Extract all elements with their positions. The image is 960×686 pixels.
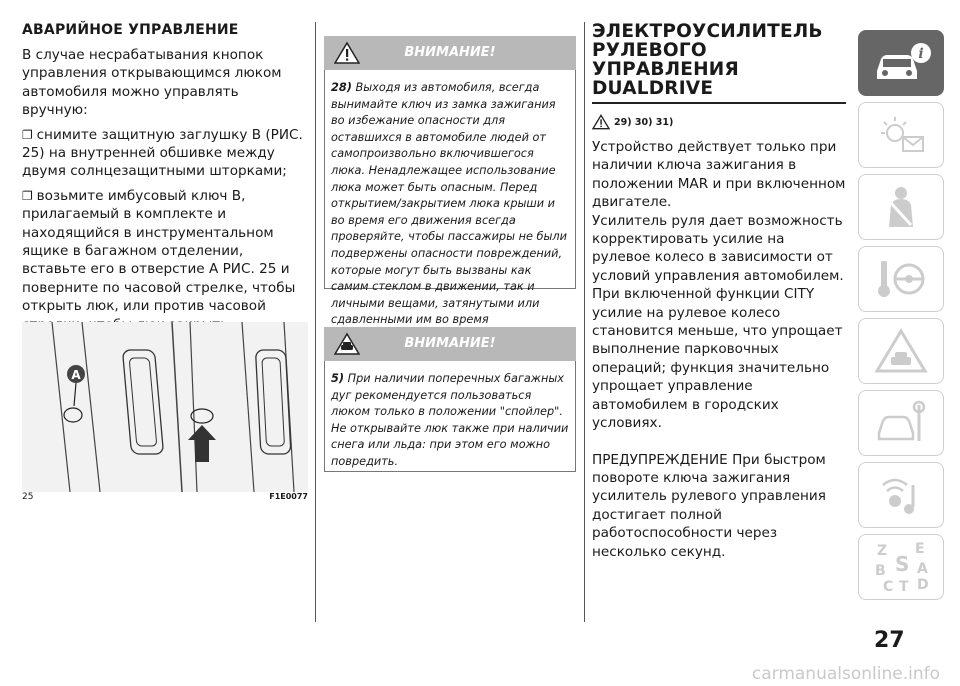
- heading-underline: [592, 102, 846, 104]
- paragraph: Устройство действует только при наличии ключа зажигания в положении MAR и при включенном двигателе.: [592, 139, 846, 211]
- warning-references: [592, 114, 846, 130]
- caution-text: При наличии поперечных багажных дуг рекомендуется пользоваться люком только в положении "спойлер". Не открывайте люк также при наличии снега или льда: при этом его можно повредить.: [331, 372, 569, 468]
- reference-numbers: 29) 30) 31): [614, 116, 674, 128]
- tab-starting-driving[interactable]: [858, 246, 944, 312]
- caution-title: ВНИМАНИЕ!: [404, 336, 496, 351]
- figure-caption: [22, 492, 308, 502]
- index-letter: C: [883, 579, 894, 595]
- figure-code: F1E0077: [269, 492, 308, 501]
- index-letter: D: [917, 577, 929, 593]
- column-warnings: [324, 36, 576, 472]
- tab-dashboard-lights[interactable]: [858, 102, 944, 168]
- caution-header: [324, 327, 576, 361]
- tab-maintenance[interactable]: [858, 390, 944, 456]
- airbag-seatbelt-icon: [873, 183, 929, 231]
- figure-number: 25: [22, 492, 34, 502]
- dashboard-lights-icon: [873, 113, 929, 157]
- column-divider-1: [315, 22, 316, 622]
- caution-ref-number: 5): [331, 372, 345, 385]
- tab-car-info[interactable]: [858, 30, 944, 96]
- column-emergency-control: [22, 0, 308, 502]
- warning-text: Выходя из автомобиля, всегда вынимайте ключ из замка зажигания во избежание опасности для оставшихся в автомобиле людей от самопроизвольно включившегося люка. Ненадлежащее использование люка может быть опасным. Перед открытием/закрытием люка крыши и во время его движения всегда проверяйте, чтобы пассажиры не были подвержены опасности повреждений, которые могут быть вызваны как самим стеклом в движении, так и личными вещами, затянутыми или сдавленными им во время: [331, 81, 567, 327]
- section-heading: АВАРИЙНОЕ УПРАВЛЕНИЕ: [22, 22, 239, 38]
- paragraph: Усилитель руля дает возможность корректировать усилие на рулевое колесо в зависимости от условий управления автомобилем. При включенной функции CITY усилие на рулевое колесо становится меньше, что упрощает выполнение парковочных операций; функция значительно упрощает управление автомобилем в городских условиях.: [592, 212, 844, 432]
- alphabet-index-icon: [869, 539, 933, 595]
- warning-box: [324, 70, 576, 327]
- figure-sunroof-illustration: [22, 322, 308, 492]
- tab-emergency[interactable]: [858, 318, 944, 384]
- caution-box: [324, 361, 576, 472]
- satellite-music-icon: [873, 471, 929, 519]
- index-letter: A: [917, 561, 928, 577]
- warning-triangle-icon: [592, 114, 610, 130]
- car-info-icon: [869, 41, 933, 85]
- index-letter: S: [895, 552, 910, 576]
- warning-title: ВНИМАНИЕ!: [404, 45, 496, 60]
- index-letter: Z: [877, 543, 888, 559]
- index-letter: B: [875, 563, 886, 579]
- intro-paragraph: В случае несрабатывания кнопок управления открывающимся люком автомобиля можно управлять вручную:: [22, 47, 282, 119]
- page-number: 27: [874, 628, 905, 653]
- figure-label-a: A: [71, 368, 81, 382]
- index-letter: E: [915, 541, 925, 557]
- car-wrench-icon: [873, 399, 929, 447]
- watermark: carmanualsonline.info: [751, 664, 940, 684]
- key-steering-wheel-icon: [873, 255, 929, 303]
- warning-triangle-car-icon: [873, 327, 929, 375]
- bullet-item: ❐ возьмите имбусовый ключ B, прилагаемый в комплекте и находящийся в инструментальном ящике в багажном отделении, вставьте его в отверстие A РИС. 25 и поверните по часовой стрелке, чтобы открыть люк, или против часовой: [22, 187, 308, 334]
- column-power-steering: [592, 0, 846, 561]
- section-heading-power-steering: ЭЛЕКТРОУСИЛИТЕЛЬ РУЛЕВОГО УПРАВЛЕНИЯ DUALDRIVE: [592, 21, 823, 99]
- index-letter: T: [899, 579, 909, 595]
- tab-multimedia[interactable]: [858, 462, 944, 528]
- warning-header: [324, 36, 576, 70]
- paragraph-notice: ПРЕДУПРЕЖДЕНИЕ При быстром повороте ключа зажигания усилитель рулевого управления достигает полной работоспособности через несколько секунд.: [592, 451, 826, 560]
- warning-ref-number: 28): [331, 81, 352, 94]
- tab-index[interactable]: [858, 534, 944, 600]
- column-divider-2: [584, 22, 585, 622]
- tab-safety[interactable]: [858, 174, 944, 240]
- bullet-item: ❐ снимите защитную заглушку B (РИС. 25) на внутренней обшивке между двумя солнцезащитными шторками;: [22, 126, 308, 181]
- svg-text:i: i: [918, 46, 924, 62]
